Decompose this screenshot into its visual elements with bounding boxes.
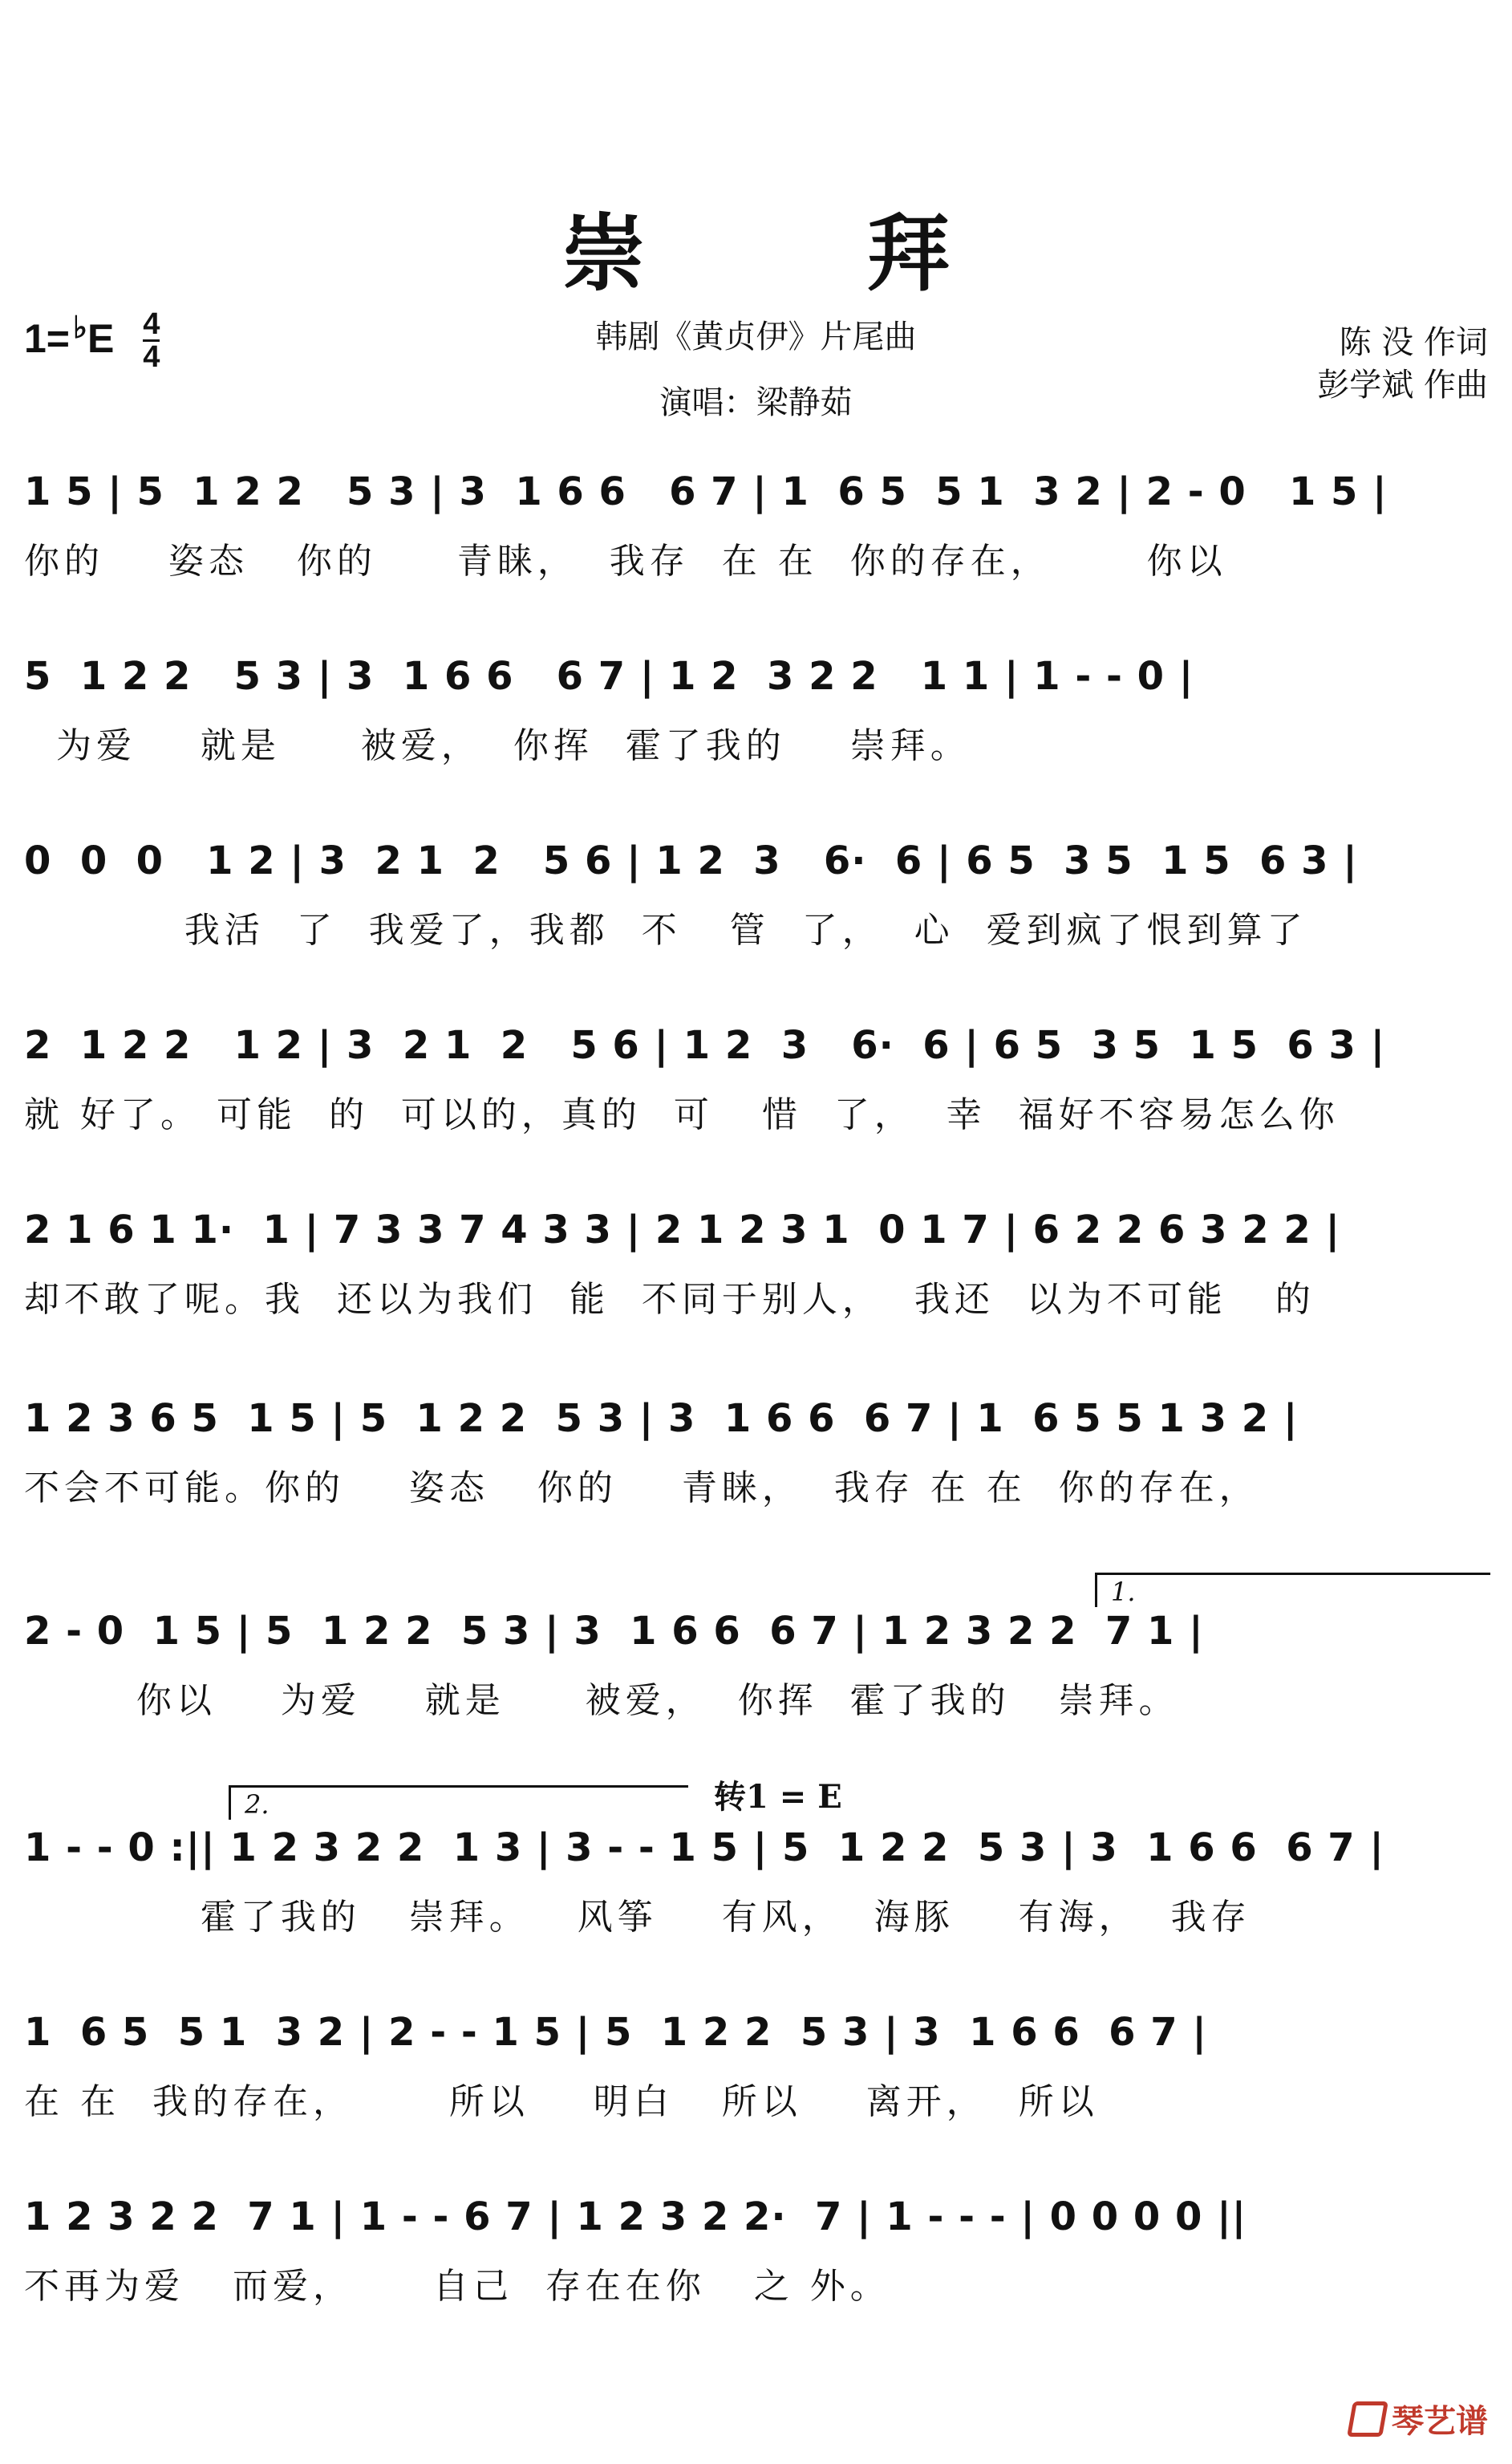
modulation-mark: 转1 = E [714,1778,842,1816]
song-title: 崇 拜 [561,204,1047,302]
notation-line: 1 5 | 5 1 2 2 5 3 | 3 1 6 6 6 7 | 1 6 5 5 1 3 2 | 2 - 0 1 5 | [24,469,1388,514]
key-note: E [87,316,115,361]
notation-line: 0 0 0 1 2 | 3 2 1 2 5 6 | 1 2 3 6· 6 | 6 5 3 5 1 5 6 3 | [24,838,1358,883]
volta-bracket-1 [1095,1573,1490,1607]
singer-credit: 演唱：梁静茹 [659,384,853,421]
subtitle: 韩剧《黄贞伊》片尾曲 [595,319,917,355]
notation-line: 1 2 3 2 2 7 1 | 1 - - 6 7 | 1 2 3 2 2· 7 | 1 - - - | 0 0 0 0 || [24,2194,1247,2239]
notation-line: 2 1 6 1 1· 1 | 7 3 3 7 4 3 3 | 2 1 2 3 1 0 1 7 | 6 2 2 6 3 2 2 | [24,1208,1340,1252]
lyric-line: 为爱 就是 被爱， 你挥 霍了我的 崇拜。 [24,725,971,766]
qinyipu-logo-icon [1347,2401,1388,2437]
lyric-line: 就 好了。 可能 的 可以的，真的 可 惜 了， 幸 福好不容易怎么你 [24,1094,1340,1135]
notation-line: 1 6 5 5 1 3 2 | 2 - - 1 5 | 5 1 2 2 5 3 | 3 1 6 6 6 7 | [24,2010,1207,2055]
volta-bracket-2 [229,1785,688,1820]
notation-line: 5 1 2 2 5 3 | 3 1 6 6 6 7 | 1 2 3 2 2 1 1 | 1 - - 0 | [24,654,1194,699]
lyricist-credit: 陈 没 作词 [1339,324,1488,361]
time-numerator: 4 [143,307,160,341]
lyric-line: 霍了我的 崇拜。 风筝 有风， 海豚 有海， 我存 [24,1897,1251,1938]
notation-line: 1 - - 0 :|| 1 2 3 2 2 1 3 | 3 - - 1 5 | 5 1 2 2 5 3 | 3 1 6 6 6 7 | [24,1825,1384,1870]
lyric-line: 你以 为爱 就是 被爱， 你挥 霍了我的 崇拜。 [24,1680,1179,1721]
lyric-line: 不会不可能。你的 姿态 你的 青睐， 我存 在 在 你的存在， [24,1467,1259,1508]
flat-icon: ♭ [73,311,87,345]
time-denominator: 4 [143,340,160,374]
notation-line: 1 2 3 6 5 1 5 | 5 1 2 2 5 3 | 3 1 6 6 6 7 | 1 6 5 5 1 3 2 | [24,1396,1299,1441]
composer-credit: 彭学斌 作曲 [1317,367,1488,404]
watermark-text: 琴艺谱 [1392,2404,1488,2439]
lyric-line: 在 在 我的存在， 所以 明白 所以 离开， 所以 [24,2081,1099,2122]
lyric-line: 你的 姿态 你的 青睐， 我存 在 在 你的存在， 你以 [24,541,1227,582]
lyric-line: 却不敢了呢。我 还以为我们 能 不同于别人， 我还 以为不可能 的 [24,1279,1315,1320]
lyric-line: 我活 了 我爱了，我都 不 管 了， 心 爱到疯了恨到算了 [24,910,1307,951]
watermark [1350,2396,1488,2442]
notation-line: 2 1 2 2 1 2 | 3 2 1 2 5 6 | 1 2 3 6· 6 | 6 5 3 5 1 5 6 3 | [24,1023,1386,1068]
volta-label-1: 1. [1111,1577,1136,1607]
notation-line: 2 - 0 1 5 | 5 1 2 2 5 3 | 3 1 6 6 6 7 | 1 2 3 2 2 7 1 | [24,1609,1204,1654]
volta-label-2: 2. [245,1789,270,1820]
key-prefix: 1= [24,316,71,361]
lyric-line: 不再为爱 而爱， 自己 存在在你 之 外。 [24,2266,890,2307]
